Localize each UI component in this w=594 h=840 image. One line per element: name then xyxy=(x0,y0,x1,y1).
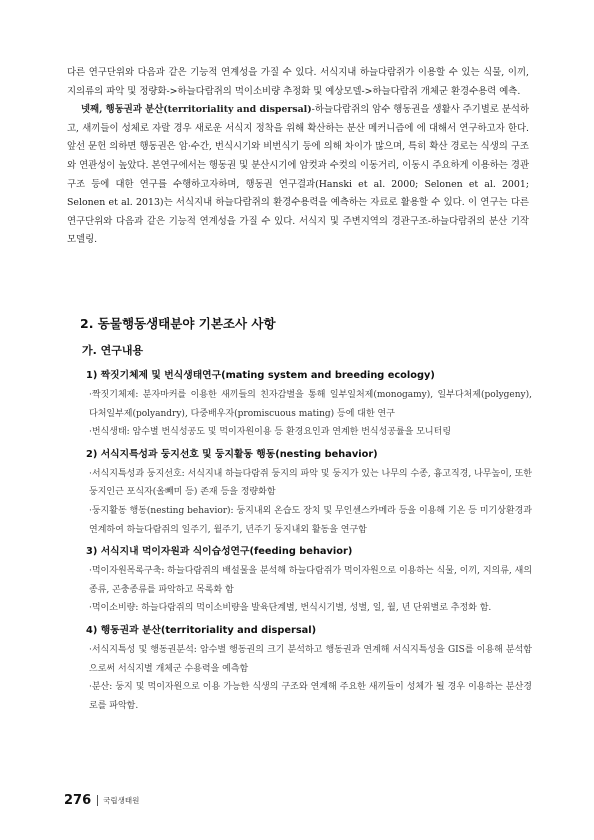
topic-mating-system xyxy=(86,366,532,442)
topic-title: 2) 서식지특성과 둥지선호 및 둥지활동 행동(nesting behavior) xyxy=(86,448,378,460)
topic-territoriality-dispersal xyxy=(86,621,532,715)
topic-bullet: ·분산: 둥지 및 먹이자원으로 이용 가능한 식생의 구조와 연계해 주요한 새끼들이 성체가 될 경우 이용하는 분산경로를 파악함. xyxy=(89,682,532,711)
footer-divider xyxy=(97,795,98,806)
topic-bullet: ·번식생태: 암수별 번식성공도 및 먹이자원이용 등 환경요인과 연계한 번식성공률을 모니터링 xyxy=(89,427,452,438)
topic-bullet: ·먹이자원목록구축: 하늘다람쥐의 배설물을 분석해 하늘다람쥐가 먹이자원으로 이용하는 식물, 이끼, 지의류, 새의 종류, 곤충종류를 파악하고 목록화 함 xyxy=(89,566,533,595)
paragraph-heading: 넷째, 행동권과 분산(territoriality and dispersal) xyxy=(81,104,312,116)
topic-bullet: ·둥지활동 행동(nesting behavior): 둥지내외 온습도 장치 및 무인센스카메라 등을 이용해 기온 등 미기상환경과 연계하여 하늘다람쥐의 일주기, 월주기, 년주기 둥지내외 활동을 연구함 xyxy=(89,505,532,535)
topic-bullet: ·서식지특성 및 행동권분석: 암수별 행동권의 크기 분석하고 행동권과 연계해 서식지특성을 GIS를 이용해 분석함으로써 서식지별 개체군 수용력을 예측함 xyxy=(89,644,532,674)
section-title: 2. 동물행동생태분야 기본조사 사항 xyxy=(80,316,276,331)
research-topics xyxy=(86,366,532,718)
intro-text xyxy=(67,64,529,250)
subsection-title: 가. 연구내용 xyxy=(82,344,144,357)
topic-feeding-behavior xyxy=(86,542,532,618)
publisher-name: 국립생태원 xyxy=(103,796,140,805)
topic-title: 1) 짝짓기체제 및 번식생태연구(mating system and breeding ecology) xyxy=(86,370,435,381)
intro-paragraph-1: 다른 연구단위와 다음과 같은 기능적 연계성을 가질 수 있다. 서식지내 하늘다람쥐가 이용할 수 있는 식물, 이끼, 지의류의 파악 및 정량화->하늘다람쥐의 먹이소비량 추정화 및 예상모델->하늘다람쥐 개체군 환경수용력 예측. xyxy=(67,67,529,97)
topic-nesting-behavior xyxy=(86,445,532,539)
page-number: 276 xyxy=(64,793,92,808)
topic-bullet: ·먹이소비량: 하늘다람쥐의 먹이소비량을 발육단계별, 번식시기별, 성별, 일, 월, 년 단위별로 추정화 함. xyxy=(89,603,492,614)
topic-bullet: ·서식지특성과 둥지선호: 서식지내 하늘다람쥐 둥지의 파악 및 둥지가 있는 나무의 수종, 흉고직경, 나무높이, 또한 둥지인근 포식자(올빼미 등) 존재 등을 정량화함 xyxy=(89,468,532,498)
topic-title: 4) 행동권과 분산(territoriality and dispersal) xyxy=(86,624,317,636)
topic-title: 3) 서식지내 먹이자원과 식이습성연구(feeding behavior) xyxy=(86,546,353,558)
intro-paragraph-2 xyxy=(67,101,529,250)
topic-bullet: ·짝짓기체제: 분자마커를 이용한 새끼들의 친자감별을 통해 일부일처제(monogamy), 일부다처제(polygeny), 다처일부제(polyandry), 다중배우자(promiscuous mating) 등에 대한 연구 xyxy=(89,390,532,419)
paragraph-body: -하늘다람쥐의 암수 행동권을 생활사 주기별로 분석하고, 새끼들이 성체로 자랄 경우 새로운 서식지 정착을 위해 확산하는 분산 메커니즘에 에 대해서 연구하고자 한다. 앞선 문헌 의하면 행동권은 암·수간, 번식시기와 비번식기 등에 의해 차이가 많으며, 특히 확산 경로는 식생의 구조와 연관성이 높았다. 본연구에서는 행동권 및 분산시기에 암컷과 수컷의 이동거리, 이동시 주요하게 이용하는 경관구조 등에 대한 연구를 수행하고자하며, 행동권 연구결과(Hanski et al. 2000; Selonen et al. 2001; Selonen et al. 2013)는 서식지내 하늘다람쥐의 환경수용력을 예측하는 자료로 활용할 수 있다. 이 연구는 다른 연구단위와 다음과 같은 기능적 연계성을 가질 수 있다. 서식지 및 주변지역의 경관구조-하늘다람쥐의 분산 기작 모델링. xyxy=(67,104,529,246)
page-footer xyxy=(64,793,139,808)
